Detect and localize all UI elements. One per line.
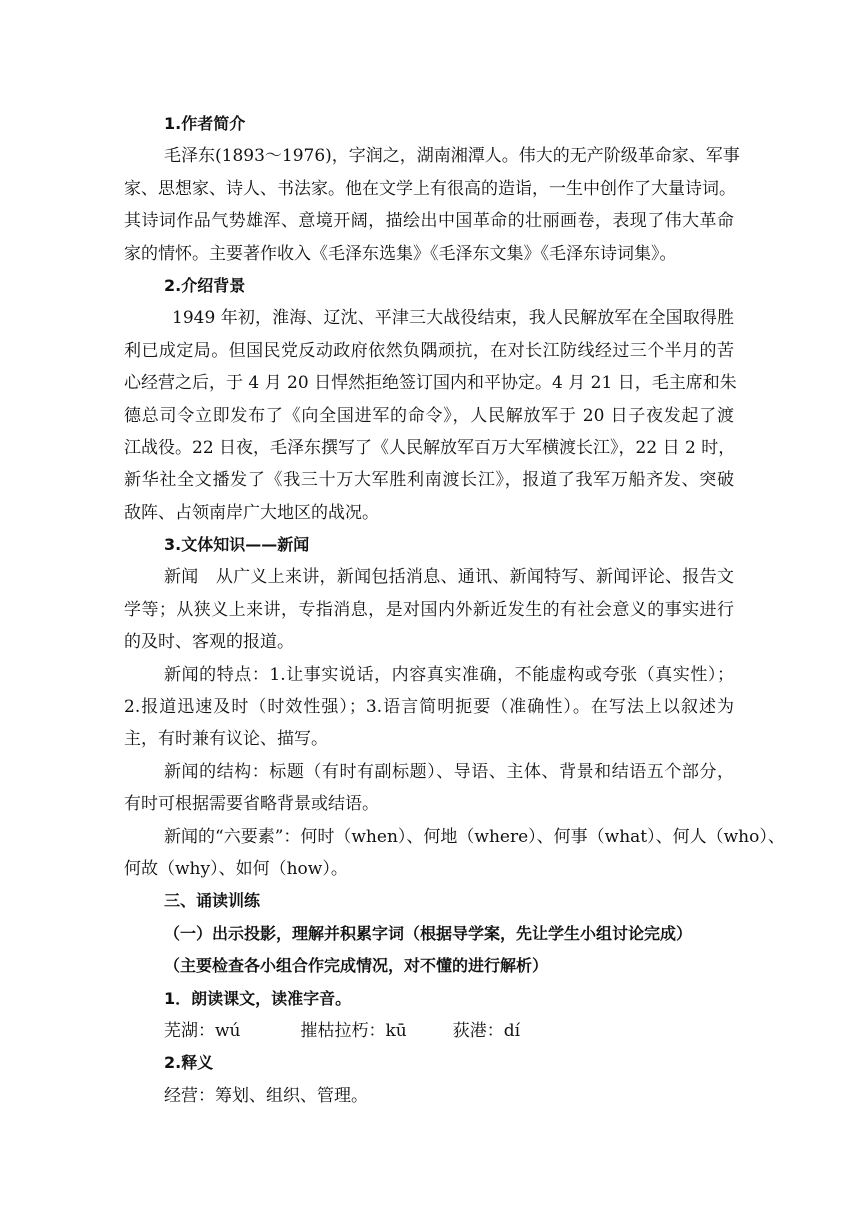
background-line-7: 敌阵、占领南岸广大地区的战况。 xyxy=(124,502,379,523)
heading-author: 1.作者简介 xyxy=(164,114,246,133)
training-meaning-line: 经营：筹划、组织、管理。 xyxy=(164,1085,368,1106)
background-line-3: 心经营之后，于 4 月 20 日悍然拒绝签订国内和平协定。4 月 21 日，毛主席和朱 xyxy=(124,373,737,394)
genre-elements-line-1: 新闻的“六要素”：何时（when）、何地（where）、何事（what）、何人（who）、 xyxy=(164,826,785,847)
pinyin-sound-2: kū xyxy=(385,1020,407,1041)
background-line-1: 1949 年初，淮海、辽沈、平津三大战役结束，我人民解放军在全国取得胜 xyxy=(172,308,734,329)
background-line-6: 新华社全文播发了《我三十万大军胜利南渡长江》，报道了我军万船齐发、突破 xyxy=(124,470,734,491)
background-line-5: 江战役。22 日夜，毛泽东撰写了《人民解放军百万大军横渡长江》，22 日 2 时， xyxy=(124,437,736,458)
training-subheading-1: （一）出示投影，理解并积累字词（根据导学案，先让学生小组讨论完成） xyxy=(164,923,693,943)
genre-structure-line-1: 新闻的结构：标题（有时有副标题）、导语、主体、背景和结语五个部分， xyxy=(164,761,734,782)
genre-structure-line-2: 有时可根据需要省略背景或结语。 xyxy=(124,794,379,815)
author-line-1: 毛泽东(1893～1976)，字润之，湖南湘潭人。伟大的无产阶级革命家、军事 xyxy=(164,146,740,167)
document-body xyxy=(124,108,785,1112)
author-line-3: 其诗词作品气势雄浑、意境开阔，描绘出中国革命的壮丽画卷，表现了伟大革命 xyxy=(124,211,734,232)
training-subheading-2: （主要检查各小组合作完成情况，对不懂的进行解析） xyxy=(164,956,549,976)
heading-genre: 3.文体知识——新闻 xyxy=(164,535,310,555)
training-read-heading: 1．朗读课文，读准字音。 xyxy=(164,988,352,1008)
genre-definition-line-1: 新闻 从广义上来讲，新闻包括消息、通讯、新闻特写、新闻评论、报告文 xyxy=(164,567,734,588)
heading-background: 2.介绍背景 xyxy=(164,275,246,295)
pinyin-word-2: 摧枯拉朽： xyxy=(300,1020,386,1041)
genre-features-line-2: 2.报道迅速及时（时效性强）；3.语言简明扼要（准确性）。在写法上以叙述为 xyxy=(124,697,734,718)
pinyin-sound-1: wú xyxy=(215,1020,241,1041)
author-line-2: 家、思想家、诗人、书法家。他在文学上有很高的造诣，一生中创作了大量诗词。 xyxy=(124,178,736,199)
author-line-4: 家的情怀。主要著作收入《毛泽东选集》《毛泽东文集》《毛泽东诗词集》。 xyxy=(124,243,677,264)
genre-features-line-1: 新闻的特点：1.让事实说话，内容真实准确，不能虚构或夸张（真实性）； xyxy=(164,664,734,685)
pinyin-word-1: 芜湖： xyxy=(164,1020,215,1041)
pinyin-word-3: 荻港： xyxy=(452,1020,504,1041)
genre-definition-line-3: 的及时、客观的报道。 xyxy=(124,632,294,653)
genre-elements-line-2: 何故（why）、如何（how）。 xyxy=(124,858,348,879)
pinyin-row xyxy=(124,1015,734,1047)
background-line-4: 德总司令立即发布了《向全国进军的命令》，人民解放军于 20 日子夜发起了渡 xyxy=(124,405,734,426)
genre-features-line-3: 主，有时兼有议论、描写。 xyxy=(124,729,328,750)
training-meaning-heading: 2.释义 xyxy=(164,1053,214,1073)
pinyin-sound-3: dí xyxy=(503,1020,521,1041)
background-line-2: 利已成定局。但国民党反动政府依然负隅顽抗，在对长江防线经过三个半月的苦 xyxy=(124,340,734,361)
heading-training: 三、诵读训练 xyxy=(164,891,261,911)
genre-definition-line-2: 学等；从狭义上来讲，专指消息，是对国内外新近发生的有社会意义的事实进行 xyxy=(124,599,734,620)
